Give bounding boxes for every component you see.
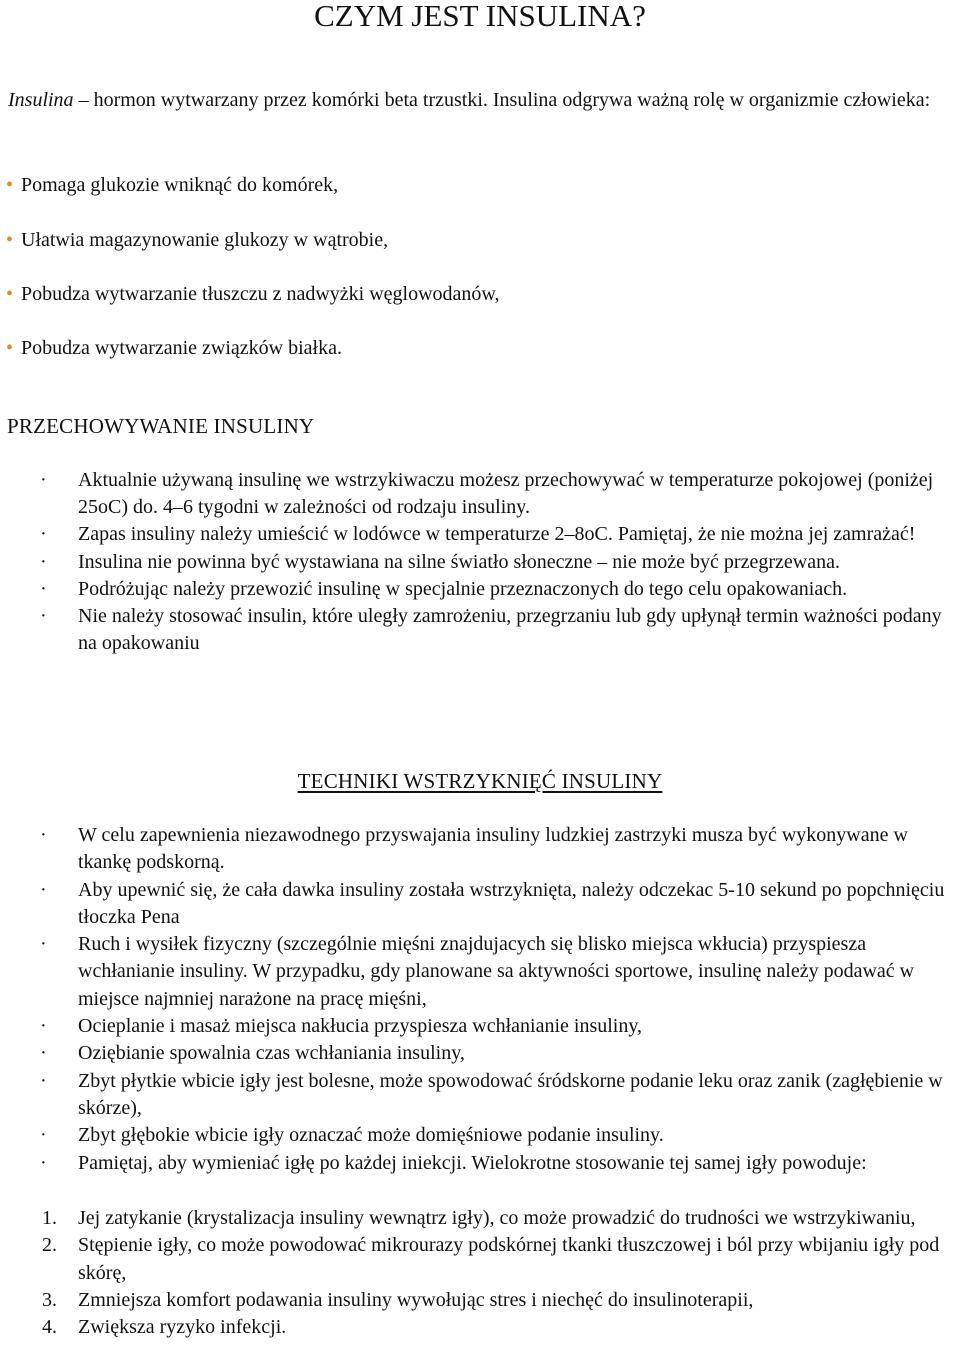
item-number: 2. [42,1234,57,1257]
list-item [0,931,960,1013]
bullet-text: Pobudza wytwarzanie tłuszczu z nadwyżki węglowodanów, [21,283,500,305]
bullet-dot-icon: • [6,174,14,196]
list-item [0,467,960,521]
intro-paragraph [8,86,948,115]
marker-icon: · [40,550,47,573]
marker-icon: · [40,469,47,491]
numbered-item-text: Zmniejsza komfort podawania insuliny wywołując stres i niechęć do insulinoterapii, [78,1288,754,1311]
marker-icon: · [40,1069,47,1092]
numbered-item [0,1287,960,1314]
list-item [0,877,960,932]
numbered-item-text: Zwiększa ryzyko infekcji. [78,1316,287,1339]
marker-icon: · [40,1015,47,1038]
item-number: 4. [42,1316,57,1339]
marker-icon: · [40,523,47,546]
list-item-text: Aby upewnić się, że cała dawka insuliny została wstrzyknięta, należy odczekac 5-10 sekund po popchnięciu tłoczka Pena [78,878,945,928]
list-item-text: Pamiętaj, aby wymieniać igłę po każdej iniekcji. Wielokrotne stosowanie tej samej igły powoduje: [78,1151,867,1174]
numbered-item-text: Stępienie igły, co może powodować mikrourazy podskórnej tkanki tłuszczowej i ból przy wbijaniu igły pod skórę, [78,1234,940,1284]
page-title: CZYM JEST INSULINA? [314,0,646,33]
bullet-dot-icon: • [6,229,14,251]
marker-icon: · [40,1124,47,1147]
list-item [0,576,960,603]
list-item-text: Ocieplanie i masaż miejsca nakłucia przyspiesza wchłanianie insuliny, [78,1015,643,1038]
intro-text: – hormon wytwarzany przez komórki beta trzustki. Insulina odgrywa ważną rolę w organizmie człowieka: [73,89,931,111]
list-item-text: Aktualnie używaną insulinę we wstrzykiwaczu możesz przechowywać w temperaturze pokojowej (poniżej 25oC) do. 4–6 tygodni w zależności od rodzaju insuliny. [78,469,934,519]
storage-list [0,467,960,657]
marker-icon: · [40,824,47,846]
list-item [0,603,960,657]
list-item-text: Podróżując należy przewozić insulinę w specjalnie przeznaczonych do tego celu opakowaniach. [78,577,848,600]
bullet-item [6,171,338,199]
list-item [0,1013,960,1040]
bullet-item [6,226,388,254]
list-item-text: Insulina nie powinna być wystawiana na silne światło słoneczne – nie może być przegrzewana. [78,550,840,573]
techniques-heading: TECHNIKI WSTRZYKNIĘĆ INSULINY [297,769,663,793]
bullet-dot-icon: • [6,283,14,305]
marker-icon: · [40,1042,47,1065]
marker-icon: · [40,933,47,956]
list-item-text: Zbyt głębokie wbicie igły oznaczać może domięśniowe podanie insuliny. [78,1124,664,1147]
intro-term: Insulina [8,89,74,111]
marker-icon: · [40,577,47,600]
techniques-list [0,822,960,1177]
storage-heading: PRZECHOWYWANIE INSULINY [7,414,315,438]
list-item [0,549,960,576]
bullet-item [6,280,500,308]
numbered-item [0,1314,960,1341]
numbered-item [0,1232,960,1287]
bullet-text: Ułatwia magazynowanie glukozy w wątrobie, [21,229,389,251]
list-item-text: Zapas insuliny należy umieścić w lodówce w temperaturze 2–8oC. Pamiętaj, że nie można jej zamrażać! [78,523,916,546]
marker-icon: · [40,878,47,901]
list-item-text: Nie należy stosować insulin, które uległy zamrożeniu, przegrzaniu lub gdy upłynął termin ważności podany na opakowaniu [78,605,942,655]
bullet-item [6,334,342,362]
marker-icon: · [40,1151,47,1174]
item-number: 1. [42,1207,57,1229]
item-number: 3. [42,1288,57,1311]
list-item [0,1040,960,1067]
list-item [0,1122,960,1149]
list-item [0,521,960,548]
list-item-text: Zbyt płytkie wbicie igły jest bolesne, może spowodować śródskorne podanie leku oraz zanik (zagłębienie w skórze), [78,1069,943,1119]
numbered-item-text: Jej zatykanie (krystalizacja insuliny wewnątrz igły), co może prowadzić do trudności we wstrzykiwaniu, [78,1207,916,1229]
list-item-text: W celu zapewnienia niezawodnego przyswajania insuliny ludzkiej zastrzyki musza być wykonywane w tkankę podskorną. [78,824,908,874]
bullet-text: Pomaga glukozie wniknąć do komórek, [21,174,339,196]
list-item-text: Ruch i wysiłek fizyczny (szczególnie mięśni znajdujacych się blisko miejsca wkłucia) przyspiesza wchłanianie insuliny. W przypadku, gdy planowane sa aktywności sportowe, insulinę należy podawać w miejsce najmniej narażone na pracę mięśni, [78,933,915,1010]
list-item-text: Oziębianie spowalnia czas wchłaniania insuliny, [78,1042,465,1065]
numbered-list [0,1205,960,1341]
marker-icon: · [40,605,47,628]
numbered-item [0,1205,960,1232]
bullet-text: Pobudza wytwarzanie związków białka. [21,337,342,359]
bullet-dot-icon: • [6,337,14,359]
list-item [0,1150,960,1177]
list-item [0,1068,960,1123]
list-item [0,822,960,877]
